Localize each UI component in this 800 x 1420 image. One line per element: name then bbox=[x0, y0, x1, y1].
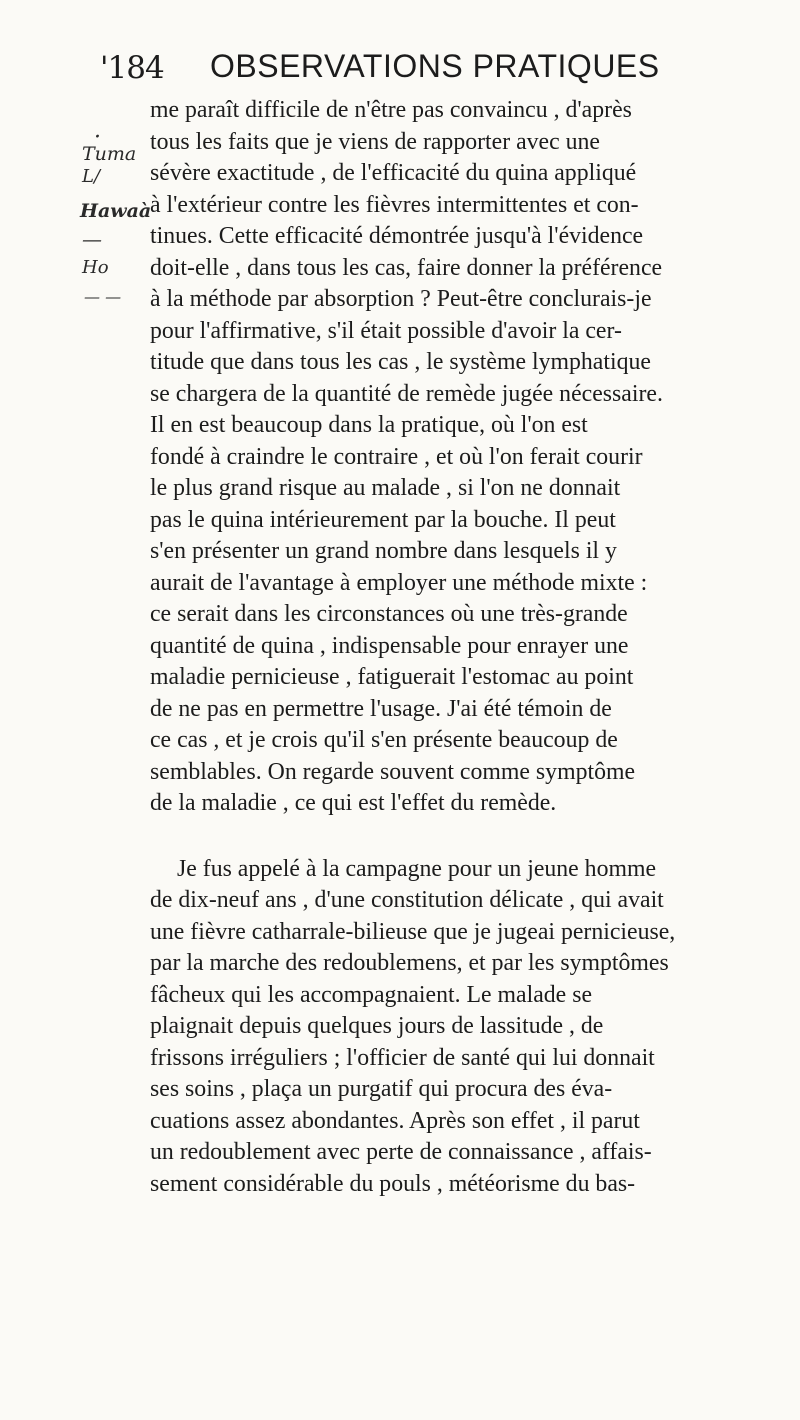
text-line: aurait de l'avantage à employer une méthode mixte : bbox=[150, 569, 648, 596]
text-line: sement considérable du pouls , météorisme du bas- bbox=[150, 1170, 636, 1197]
text-line: quantité de quina , indispensable pour enrayer une bbox=[150, 632, 629, 659]
margin-note: — bbox=[82, 227, 102, 251]
running-head: OBSERVATIONS PRATIQUES bbox=[210, 48, 660, 84]
text-line: titude que dans tous les cas , le système lymphatique bbox=[150, 349, 651, 375]
margin-note: L/ bbox=[82, 166, 101, 187]
text-line: fondé à craindre le contraire , et où l'on ferait courir bbox=[150, 443, 643, 470]
margin-note: · bbox=[94, 125, 101, 150]
text-line: de ne pas en permettre l'usage. J'ai été témoin de bbox=[150, 695, 612, 722]
paragraph-spacer bbox=[150, 820, 770, 854]
text-line: ses soins , plaça un purgatif qui procura des éva- bbox=[150, 1076, 613, 1102]
text-line: fâcheux qui les accompagnaient. Le malade se bbox=[150, 981, 593, 1008]
margin-note: Hawaà bbox=[80, 200, 152, 222]
text-line: Il en est beaucoup dans la pratique, où l'on est bbox=[150, 412, 588, 438]
text-line: me paraît difficile de n'être pas convaincu , d'après bbox=[150, 97, 632, 123]
text-line: pour l'affirmative, s'il était possible d'avoir la cer- bbox=[150, 317, 622, 344]
text-line: sévère exactitude , de l'efficacité du quina appliqué bbox=[150, 160, 637, 186]
page-header bbox=[100, 40, 760, 90]
text-line: un redoublement avec perte de connaissance , affais- bbox=[150, 1139, 652, 1165]
text-line: semblables. On regarde souvent comme symptôme bbox=[150, 758, 636, 785]
text-line: Je fus appelé à la campagne pour un jeune homme bbox=[177, 855, 657, 882]
margin-note: — — bbox=[84, 287, 122, 306]
text-line: se chargera de la quantité de remède jugée nécessaire. bbox=[150, 380, 663, 407]
page-number: '184 bbox=[100, 50, 164, 86]
text-line: doit-elle , dans tous les cas, faire donner la préférence bbox=[150, 254, 663, 281]
body-text bbox=[150, 95, 770, 1200]
text-line: une fièvre catharrale-bilieuse que je jugeai pernicieuse, bbox=[150, 918, 676, 945]
text-line: frissons irréguliers ; l'officier de santé qui lui donnait bbox=[150, 1044, 655, 1071]
text-line: de la maladie , ce qui est l'effet du remède. bbox=[150, 790, 557, 816]
text-line: pas le quina intérieurement par la bouche. Il peut bbox=[150, 506, 616, 533]
text-line: de dix-neuf ans , d'une constitution délicate , qui avait bbox=[150, 887, 664, 913]
text-line: ce cas , et je crois qu'il s'en présente beaucoup de bbox=[150, 727, 618, 753]
margin-note: Ho bbox=[82, 257, 109, 278]
text-line: par la marche des redoublemens, et par les symptômes bbox=[150, 950, 669, 976]
margin-note: Tuma bbox=[82, 143, 137, 165]
text-line: ce serait dans les circonstances où une très-grande bbox=[150, 601, 628, 627]
text-line: tous les faits que je viens de rapporter avec une bbox=[150, 128, 600, 155]
text-line: cuations assez abondantes. Après son effet , il parut bbox=[150, 1107, 640, 1134]
text-line: à l'extérieur contre les fièvres intermittentes et con- bbox=[150, 191, 639, 218]
paragraph-1 bbox=[150, 95, 770, 820]
text-line: tinues. Cette efficacité démontrée jusqu'à l'évidence bbox=[150, 223, 644, 249]
text-line: s'en présenter un grand nombre dans lesquels il y bbox=[150, 538, 617, 564]
text-line: à la méthode par absorption ? Peut-être conclurais-je bbox=[150, 286, 652, 312]
paragraph-2 bbox=[150, 854, 770, 1201]
text-line: plaignait depuis quelques jours de lassitude , de bbox=[150, 1013, 604, 1039]
handwritten-margin-notes bbox=[0, 0, 150, 1420]
text-line: le plus grand risque au malade , si l'on ne donnait bbox=[150, 475, 621, 501]
text-line: maladie pernicieuse , fatiguerait l'estomac au point bbox=[150, 664, 634, 690]
